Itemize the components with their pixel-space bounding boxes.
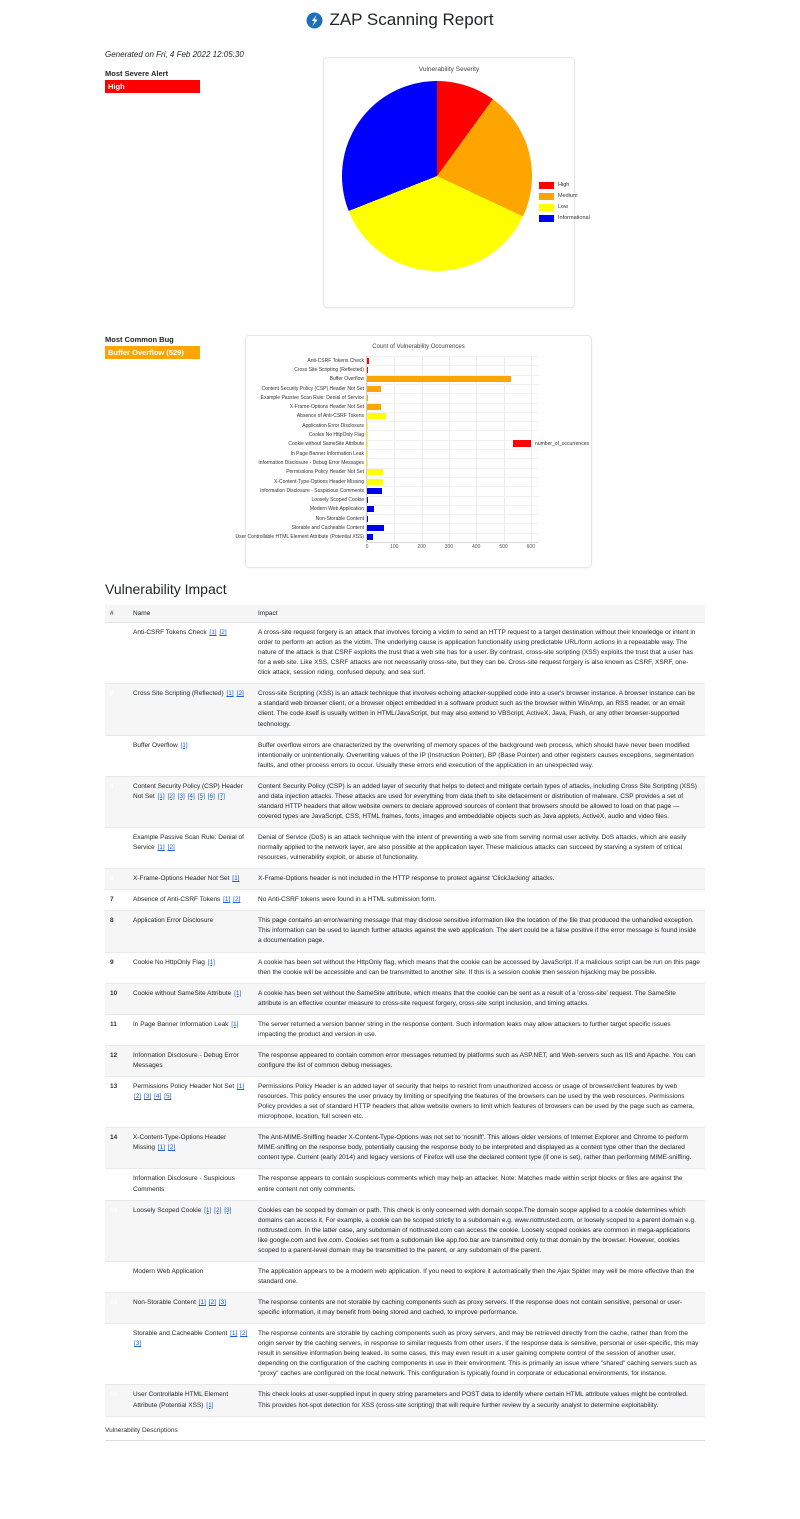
vulnerability-name-cell	[128, 1385, 253, 1416]
impact-description-cell: The server returned a version banner string in the response content. Such information leaks may allow attackers to further target specific issues impacting the product and version in use.	[253, 1014, 705, 1045]
vulnerability-name-text: Storable and Cacheable Content	[133, 1330, 230, 1338]
reference-link[interactable]: [3]	[218, 1299, 227, 1306]
y-axis-tick-label: X-Frame-Options Header Not Set	[289, 404, 364, 411]
row-number-severity-cell: 6	[105, 869, 128, 890]
vulnerability-name-text: Non-Storable Content	[133, 1299, 198, 1306]
bar-chart-plot	[235, 356, 539, 550]
y-axis-tick-label: Cross Site Scripting (Reflected)	[294, 366, 364, 373]
y-axis-tick-label: Content Security Policy (CSP) Header Not Set	[261, 385, 364, 392]
reference-link[interactable]: [1]	[157, 792, 165, 800]
y-axis-tick-label: Non-Storable Content	[315, 515, 364, 522]
most-severe-alert-kpi	[105, 69, 200, 93]
row-number-severity-cell: 11	[105, 1014, 128, 1045]
reference-link[interactable]: [2]	[240, 1330, 248, 1338]
impact-description-cell: Cross-site Scripting (XSS) is an attack technique that involves echoing attacker-supplied code into a user's browser instance. A browser instance can be a standard web browser client, or a browser object embedded in a software product such as the browser within WinAmp, an RSS reader, or an email client. The code itself is usually written in HTML/JavaScript, but may also extend to VBScript, ActiveX, Java, Flash, or any other browser-supported technology.	[253, 684, 705, 735]
impact-description-cell: This check looks at user-supplied input in query string parameters and POST data to identify where certain HTML attribute values might be controlled. This provides hot-spot detection for XSS (cross-site scripting) that will require further review by a security analyst to determine exploitability.	[253, 1385, 705, 1416]
row-number-severity-cell: 8	[105, 911, 128, 952]
table-row	[105, 1293, 705, 1324]
row-number-severity-cell: 9	[105, 952, 128, 983]
vulnerability-name-cell	[128, 1077, 253, 1128]
x-axis-tick-label: 100	[390, 544, 399, 550]
table-row	[105, 735, 705, 776]
vulnerability-name-text: In Page Banner Information Leak	[133, 1020, 231, 1028]
vulnerability-name-cell	[128, 828, 253, 869]
vulnerability-name-cell	[128, 1128, 253, 1169]
vulnerability-name-text: Example Passive Scan Rule: Denial of Service	[133, 834, 244, 852]
impact-description-cell: The response appears to contain suspicious comments which may help an attacker. Note: Matches made within script blocks or files are against the entire content not only comments.	[253, 1169, 705, 1200]
vulnerability-name-text: Cross Site Scripting (Reflected)	[133, 690, 226, 698]
x-axis-tick-label: 0	[365, 544, 369, 550]
vulnerability-name-cell	[128, 1324, 253, 1385]
table-row	[105, 1200, 705, 1261]
bar-row	[311, 497, 539, 504]
reference-link[interactable]: [5]	[197, 792, 205, 800]
bar	[367, 516, 368, 522]
bar-row	[261, 385, 539, 392]
bar-row	[296, 413, 539, 420]
zap-logo-icon	[306, 12, 323, 29]
table-row	[105, 890, 705, 911]
reference-link[interactable]: [4]	[154, 1093, 162, 1101]
most-common-bug-label: Most Common Bug	[105, 335, 174, 344]
reference-link[interactable]: [1]	[157, 844, 165, 852]
row-number-severity-cell: 2	[105, 684, 128, 735]
table-row	[105, 1128, 705, 1169]
occurrence-count-chart-card	[235, 335, 592, 568]
bar-chart-legend	[513, 440, 589, 447]
row-number-severity-cell: 19	[105, 1324, 128, 1385]
occurrence-summary-band	[0, 335, 800, 581]
table-row	[105, 623, 705, 684]
reference-link[interactable]: [3]	[177, 792, 185, 800]
reference-link[interactable]: [2]	[134, 1093, 142, 1101]
x-axis-tick-label: 400	[472, 544, 481, 550]
impact-description-cell: This page contains an error/warning message that may disclose sensitive information like the location of the file that produced the unhandled exception. This information can be used to launch further attacks against the web application. The alert could be a false positive if the error message is found inside a documentation page.	[253, 911, 705, 952]
y-axis-tick-label: Cookie without SameSite Attribute	[288, 441, 364, 448]
table-row	[105, 1324, 705, 1385]
row-number-severity-cell: 17	[105, 1261, 128, 1292]
reference-link[interactable]: [2]	[167, 792, 175, 800]
x-axis-tick-label: 600	[526, 544, 535, 550]
reference-link[interactable]: [2]	[208, 1299, 216, 1306]
y-axis-tick-label: Modern Web Application	[309, 506, 364, 513]
bar-row	[329, 376, 539, 383]
vulnerability-impact-table-wrapper	[105, 605, 705, 1417]
bar-row	[273, 478, 539, 485]
table-row	[105, 776, 705, 827]
legend-label-number-of-occurrences: number_of_occurrences	[535, 440, 589, 447]
vulnerability-name-cell	[128, 983, 253, 1014]
table-row	[105, 952, 705, 983]
bar-row	[260, 394, 539, 401]
row-number-severity-cell: 10	[105, 983, 128, 1014]
bar	[367, 413, 386, 419]
bar	[367, 451, 368, 457]
y-axis-tick-label: X-Content-Type-Options Header Missing	[273, 478, 364, 485]
page-title	[0, 0, 800, 34]
bar-row	[235, 534, 539, 541]
impact-description-cell: No Anti-CSRF tokens were found in a HTML submission form.	[253, 890, 705, 911]
impact-description-cell: X-Frame-Options header is not included in the HTTP response to protect against 'ClickJacking' attacks.	[253, 869, 705, 890]
impact-description-cell: The response contents are storable by caching components such as proxy servers, and may be retrieved directly from the cache, rather than from the origin server by the caching servers, in response to similar requests from other users. If the response data is sensitive, personal or user-specific, this may result in sensitive information being leaked. In some cases, this may even result in a user gaining complete control of the session of another user, depending on the configuration of the caching components in use in their environment. This is primarily an issue where "shared" caching servers such as "proxy" caches are configured on the local network. This configuration is typically found in corporate or educational environments, for instance.	[253, 1324, 705, 1385]
reference-link[interactable]: [3]	[144, 1093, 152, 1101]
y-axis-tick-label: Information Disclosure - Suspicious Comments	[260, 487, 364, 494]
row-number-severity-cell: 4	[105, 776, 128, 827]
reference-link[interactable]: [1]	[230, 1330, 238, 1338]
pie-chart-legend	[539, 181, 590, 225]
pie-legend-item	[539, 203, 590, 211]
reference-link[interactable]: [6]	[207, 792, 215, 800]
row-number-severity-cell: 12	[105, 1045, 128, 1076]
reference-link[interactable]: [2]	[214, 1206, 222, 1214]
pie-legend-swatch	[539, 215, 554, 222]
pie-legend-item	[539, 181, 590, 189]
y-axis-tick-label: Permissions Policy Header Not Set	[286, 469, 364, 476]
vulnerability-name-cell	[128, 684, 253, 735]
impact-description-cell: The response appeared to contain common error messages returned by platforms such as ASP.NET, and Web-servers such as IIS and Apache. You can configure the list of common debug messages.	[253, 1045, 705, 1076]
y-axis-tick-label: Buffer Overflow	[329, 376, 364, 383]
table-row	[105, 911, 705, 952]
vulnerability-name-cell	[128, 890, 253, 911]
vulnerability-name-cell	[128, 952, 253, 983]
reference-link[interactable]: [2]	[236, 690, 244, 698]
impact-description-cell: The application appears to be a modern web application. If you need to explore it automatically then the Ajax Spider may well be more effective than the standard one.	[253, 1261, 705, 1292]
bar	[367, 534, 373, 540]
bar	[367, 506, 374, 512]
table-row	[105, 684, 705, 735]
column-header-number: #	[105, 605, 128, 623]
y-axis-tick-label: Cookie No HttpOnly Flag	[308, 432, 364, 439]
bar	[367, 395, 368, 401]
row-number-severity-cell: 7	[105, 890, 128, 911]
pie-legend-label: Medium	[558, 193, 578, 199]
impact-description-cell: Content Security Policy (CSP) is an added layer of security that helps to detect and mitigate certain types of attacks, including Cross Site Scripting (XSS) and data injection attacks. These attacks are used for everything from data theft to site defacement or distribution of malware. CSP provides a set of standard HTTP headers that allow website owners to declare approved sources of content that browsers should be allowed to load on that page — covered types are JavaScript, CSS, HTML frames, fonts, images and embeddable objects such as Java applets, ActiveX, audio and video files.	[253, 776, 705, 827]
y-axis-tick-label: User Controllable HTML Element Attribute (Potential XSS)	[235, 534, 364, 541]
vulnerability-name-cell	[128, 1014, 253, 1045]
reference-link[interactable]: [5]	[164, 1093, 172, 1101]
impact-description-cell: Buffer overflow errors are characterized by the overwriting of memory spaces of the background web process, which should have never been modified intentionally or unintentionally. Overwriting values of the IP (Instruction Pointer), BP (Base Pointer) and other registers causes exceptions, segmentation faults, and other process errors to occur. Usually these errors end execution of the application in an unexpected way.	[253, 735, 705, 776]
pie-chart	[342, 81, 532, 271]
bar-row	[260, 487, 539, 494]
bar-row	[258, 459, 539, 466]
y-axis-tick-label: In Page Banner Information Leak	[290, 450, 364, 457]
table-row	[105, 1077, 705, 1128]
impact-description-cell: Cookies can be scoped by domain or path. This check is only concerned with domain scope.The domain scope applied to a cookie determines which domains can access it. For example, a cookie can be scoped strictly to a subdomain e.g. www.nottrusted.com, or loosely scoped to a parent domain e.g. nottrusted.com. In the latter case, any subdomain of nottrusted.com can access the cookie. Loosely scoped cookies are common in mega-applications like google.com and live.com. Cookies set from a subdomain like app.foo.bar are transmitted only to that domain by the browser. However, cookies scoped to a parent-level domain may be transmitted to the parent, or any subdomain of the parent.	[253, 1200, 705, 1261]
y-axis-tick-label: Storable and Cacheable Content	[291, 525, 364, 532]
y-axis-tick-label: Absence of Anti-CSRF Tokens	[296, 413, 364, 420]
pie-legend-swatch	[539, 182, 554, 189]
x-axis-tick-label: 300	[444, 544, 454, 550]
bar-chart-title: Count of Vulnerability Occurrences	[372, 344, 465, 350]
pie-legend-label: Low	[558, 204, 569, 210]
bar-row	[315, 515, 539, 522]
vulnerability-name-text: Application Error Disclosure	[133, 917, 214, 925]
impact-description-cell: Denial of Service (DoS) is an attack technique with the intent of preventing a web site from serving normal user activity. DoS attacks, which are easily normally applied to the network layer, are also possible at the application layer. These malicious attacks can succeed by starving a system of critical resources, vulnerability exploit, or abuse of functionality.	[253, 828, 705, 869]
row-number-severity-cell: 15	[105, 1169, 128, 1200]
bar	[367, 376, 511, 382]
reference-link[interactable]: [7]	[217, 792, 225, 800]
vulnerability-name-cell	[128, 1045, 253, 1076]
vulnerability-name-text: Loosely Scoped Cookie	[133, 1206, 204, 1214]
row-number-severity-cell: 5	[105, 828, 128, 869]
vulnerability-name-text: Buffer Overflow	[133, 741, 180, 749]
vulnerability-name-cell	[128, 623, 253, 684]
reference-link[interactable]: [1]	[236, 1083, 245, 1090]
vulnerability-name-text: Content Security Policy (CSP) Header Not Set	[133, 782, 243, 800]
table-row	[105, 828, 705, 869]
pie-legend-swatch	[539, 193, 554, 200]
vulnerability-name-text: X-Frame-Options Header Not Set	[133, 875, 232, 883]
bar	[367, 386, 381, 392]
reference-link[interactable]: [2]	[167, 844, 175, 852]
vulnerability-impact-table	[105, 605, 705, 1417]
pie-legend-swatch	[539, 204, 554, 211]
bar-row	[289, 404, 539, 411]
row-number-severity-cell: 20	[105, 1385, 128, 1416]
impact-description-cell: A cookie has been set without the SameSite attribute, which means that the cookie can be sent as a result of a 'cross-site' request. The SameSite attribute is an effective counter measure to cross-site request forgery, cross-site script inclusion, and timing attacks.	[253, 983, 705, 1014]
row-number-severity-cell: 13	[105, 1077, 128, 1128]
y-axis-tick-label: Information Disclosure - Debug Error Messages	[258, 459, 364, 466]
vulnerability-name-cell	[128, 911, 253, 952]
pie-legend-item	[539, 192, 590, 200]
vulnerability-name-text: Permissions Policy Header Not Set	[133, 1083, 236, 1090]
reference-link[interactable]: [1]	[198, 1299, 206, 1306]
vulnerability-name-cell	[128, 1261, 253, 1292]
y-axis-tick-label: Anti-CSRF Tokens Check	[307, 357, 364, 364]
impact-description-cell: The Anti-MIME-Sniffing header X-Content-Type-Options was not set to 'nosniff'. This allows older versions of Internet Explorer and Chrome to perform MIME-sniffing on the response body, potentially causing the response body to be interpreted and displayed as a content type other than the declared content type. Current (early 2014) and legacy versions of Firefox will use the declared content type (if one is set), rather than performing MIME-sniffing.	[253, 1128, 705, 1169]
vulnerability-name-text: Cookie without SameSite Attribute	[133, 989, 234, 997]
reference-link[interactable]: [2]	[219, 629, 227, 636]
most-severe-alert-value: High	[105, 80, 200, 93]
bar	[367, 358, 369, 364]
vulnerability-name-cell	[128, 1200, 253, 1261]
table-row	[105, 1385, 705, 1416]
vulnerability-name-cell	[128, 735, 253, 776]
table-body	[105, 623, 705, 1417]
reference-link[interactable]: [2]	[167, 1144, 176, 1152]
bar	[367, 469, 383, 475]
bar-row	[309, 506, 539, 513]
row-number-severity-cell: 18	[105, 1293, 128, 1324]
impact-description-cell: A cross-site request forgery is an attack that involves forcing a victim to send an HTTP request to a target destination without their knowledge or intent in order to perform an action as the victim. The underlying cause is application functionality using predictable URL/form actions in a repeatable way. The nature of the attack is that CSRF exploits the trust that a web site has for a user. By contrast, cross-site scripting (XSS) exploits the trust that a user has for a web site. Like XSS, CSRF attacks are not necessarily cross-site, but they can be. Cross-site request forgery is also known as CSRF, XSRF, one-click attack, session riding, confused deputy, and sea surf.	[253, 623, 705, 684]
table-row	[105, 1045, 705, 1076]
reference-link[interactable]: [1]	[232, 875, 240, 883]
bar	[367, 488, 382, 494]
bar-row	[307, 357, 539, 364]
row-number-severity-cell: 16	[105, 1200, 128, 1261]
bar-row	[302, 422, 539, 429]
pie-legend-label: Informational	[558, 215, 590, 221]
y-axis-tick-label: Example Passive Scan Rule: Denial of Service	[260, 394, 364, 401]
y-axis-tick-label: Loosely Scoped Cookie	[311, 497, 364, 504]
row-number-severity-cell: 3	[105, 735, 128, 776]
reference-link[interactable]: [1]	[209, 629, 217, 636]
column-header-name: Name	[128, 605, 253, 623]
severity-summary-band	[0, 66, 800, 325]
pie-legend-item	[539, 214, 590, 222]
bar	[367, 404, 381, 410]
x-axis-tick-label: 200	[417, 544, 426, 550]
reference-link[interactable]: [3]	[134, 1340, 142, 1348]
reference-link[interactable]: [1]	[207, 958, 215, 966]
table-row	[105, 869, 705, 890]
vulnerability-name-cell	[128, 869, 253, 890]
bar	[367, 525, 384, 531]
column-header-impact: Impact	[253, 605, 705, 623]
reference-link[interactable]: [1]	[206, 1401, 214, 1409]
reference-link[interactable]: [1]	[223, 896, 231, 904]
reference-link[interactable]: [2]	[233, 896, 241, 904]
reference-link[interactable]: [1]	[231, 1020, 239, 1028]
vulnerability-name-text: User Controllable HTML Element Attribute (Potential XSS)	[133, 1391, 229, 1409]
table-header-row	[105, 605, 705, 623]
table-row	[105, 1261, 705, 1292]
bar	[367, 367, 368, 373]
vulnerability-severity-chart-card	[323, 57, 590, 308]
bar-row	[294, 366, 539, 373]
legend-swatch-number-of-occurrences	[513, 440, 531, 447]
impact-description-cell: The response contents are not storable by caching components such as proxy servers. If the response does not contain sensitive, personal or user-specific information, it may benefit from being stored and cached, to improve performance.	[253, 1293, 705, 1324]
impact-description-cell: Permissions Policy Header is an added layer of security that helps to restrict from unauthorized access or usage of browser/client features by web resources. This policy ensures the user privacy by limiting or specifying the features of the browsers can be used by the web resources. Permissions Policy provides a set of standard HTTP headers that allow website owners to limit which features of browsers can be used by the page such as camera, microphone, location, full screen etc.	[253, 1077, 705, 1128]
most-common-bug-value: Buffer Overflow (529)	[105, 346, 200, 359]
page-title-text: ZAP Scanning Report	[329, 10, 494, 29]
vulnerability-impact-heading: Vulnerability Impact	[105, 581, 227, 597]
pie-legend-label: High	[558, 182, 570, 188]
vulnerability-name-text: Anti-CSRF Tokens Check	[133, 629, 209, 636]
row-number-severity-cell: 14	[105, 1128, 128, 1169]
pie-chart-area	[324, 73, 590, 285]
reference-link[interactable]: [1]	[234, 989, 242, 997]
table-head	[105, 605, 705, 623]
impact-description-cell: A cookie has been set without the HttpOnly flag, which means that the cookie can be accessed by JavaScript. If a malicious script can be run on this page then the cookie will be accessible and can be transmitted to another site. If this is a session cookie then session hijacking may be possible.	[253, 952, 705, 983]
reference-link[interactable]: [4]	[187, 792, 195, 800]
y-axis-tick-label: Application Error Disclosure	[302, 422, 364, 429]
vulnerability-name-cell	[128, 776, 253, 827]
bar	[367, 479, 383, 485]
bar-row	[291, 525, 539, 532]
generated-timestamp: Generated on Fri, 4 Feb 2022 12:05:30	[105, 50, 244, 59]
vulnerability-name-text: Cookie No HttpOnly Flag	[133, 958, 207, 966]
vulnerability-name-text: Modern Web Application	[133, 1267, 204, 1275]
x-axis-tick-label: 500	[499, 544, 508, 550]
reference-link[interactable]: [3]	[224, 1206, 232, 1214]
row-number-severity-cell: 1	[105, 623, 128, 684]
reference-link[interactable]: [1]	[180, 741, 188, 749]
report-footer: Vulnerability Descriptions	[105, 1427, 705, 1441]
reference-link[interactable]: [1]	[204, 1206, 212, 1214]
bar-row	[308, 432, 539, 439]
bar-row	[290, 450, 539, 457]
vulnerability-name-text: Information Disclosure - Debug Error Messages	[133, 1051, 239, 1069]
bar	[367, 497, 368, 503]
bar-row	[286, 469, 539, 476]
table-row	[105, 983, 705, 1014]
vulnerability-name-cell	[128, 1169, 253, 1200]
pie-chart-title: Vulnerability Severity	[418, 66, 480, 73]
vulnerability-name-cell	[128, 1293, 253, 1324]
table-row	[105, 1169, 705, 1200]
reference-link[interactable]: [1]	[157, 1144, 166, 1152]
reference-link[interactable]: [1]	[226, 690, 234, 698]
table-row	[105, 1014, 705, 1045]
vulnerability-name-text: Absence of Anti-CSRF Tokens	[133, 896, 223, 904]
most-severe-alert-label: Most Severe Alert	[105, 69, 169, 78]
most-common-bug-kpi	[105, 335, 200, 359]
vulnerability-name-text: Information Disclosure - Suspicious Comments	[133, 1175, 235, 1193]
vulnerability-name-text: X-Content-Type-Options Header Missing	[133, 1134, 227, 1152]
